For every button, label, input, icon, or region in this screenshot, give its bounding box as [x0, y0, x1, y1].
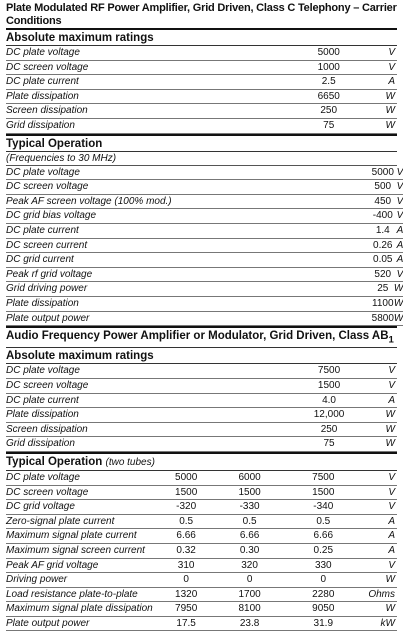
- row-unit: V: [360, 558, 397, 573]
- row-value-3: 2280: [286, 587, 360, 602]
- row-value-2: 320: [213, 558, 287, 573]
- af-typical-operation-header: Typical Operation: [6, 455, 103, 468]
- row-value: 1000: [88, 60, 369, 75]
- table-row: [6, 529, 397, 544]
- row-label: Load resistance plate-to-plate: [6, 587, 160, 602]
- table-row: [6, 311, 403, 326]
- row-unit: V: [394, 166, 403, 180]
- table-row: [6, 180, 403, 195]
- absolute-max-table: [6, 46, 397, 134]
- row-value-1: 1500: [160, 485, 213, 500]
- table-row: [6, 253, 403, 268]
- row-unit: A: [360, 543, 397, 558]
- row-value-3: 0.5: [286, 514, 360, 529]
- table-row: [6, 364, 397, 378]
- table-row: [6, 60, 397, 75]
- row-value-1: 0: [160, 573, 213, 588]
- row-value-3: 31.9: [286, 616, 360, 631]
- table-row: [6, 223, 403, 238]
- row-value-3: 0.25: [286, 543, 360, 558]
- row-value: 1100: [172, 296, 394, 311]
- row-unit: V: [360, 471, 397, 485]
- table-row: [6, 267, 403, 282]
- table-row: [6, 602, 397, 617]
- row-unit: W: [369, 118, 397, 133]
- row-unit: A: [370, 393, 397, 408]
- row-label: Maximum signal plate current: [6, 529, 160, 544]
- row-value-1: 7950: [160, 602, 213, 617]
- section-header-af-absolute-max: Absolute maximum ratings: [6, 348, 397, 364]
- row-value-1: 0.5: [160, 514, 213, 529]
- row-unit: W: [370, 408, 397, 423]
- row-label: Grid driving power: [6, 282, 172, 297]
- row-value-3: 0: [286, 573, 360, 588]
- row-unit: A: [394, 223, 403, 238]
- row-unit: W: [394, 296, 403, 311]
- row-unit: V: [370, 378, 397, 393]
- table-row: [6, 500, 397, 515]
- row-value-3: 9050: [286, 602, 360, 617]
- table-row: [6, 209, 403, 224]
- table-row: [6, 238, 403, 253]
- row-value: 12,000: [88, 408, 370, 423]
- row-value: 250: [88, 104, 369, 119]
- row-label: Peak AF grid voltage: [6, 558, 160, 573]
- row-unit: A: [394, 253, 403, 268]
- row-unit: A: [369, 75, 397, 90]
- row-value-2: 0: [213, 573, 287, 588]
- row-label: Maximum signal plate dissipation: [6, 602, 160, 617]
- row-unit: V: [369, 60, 397, 75]
- row-unit: V: [394, 180, 403, 195]
- af-amplifier-title-text: Audio Frequency Power Amplifier or Modulator, Grid Driven, Class AB: [6, 330, 389, 343]
- row-unit: V: [360, 485, 397, 500]
- af-typical-operation-table: [6, 471, 397, 632]
- row-unit: W: [360, 573, 397, 588]
- page-title: Plate Modulated RF Power Amplifier, Grid Driven, Class C Telephony – Carrier Conditions: [6, 2, 397, 27]
- row-label: Peak rf grid voltage: [6, 267, 172, 282]
- row-value-3: -340: [286, 500, 360, 515]
- table-row: [6, 471, 397, 485]
- row-value-1: 5000: [160, 471, 213, 485]
- row-unit: W: [370, 422, 397, 437]
- row-value-1: -320: [160, 500, 213, 515]
- af-absolute-max-table: [6, 364, 397, 452]
- row-label: Maximum signal screen current: [6, 543, 160, 558]
- table-row: [6, 543, 397, 558]
- row-label: DC grid current: [6, 253, 172, 268]
- row-unit: W: [394, 311, 403, 326]
- row-unit: A: [394, 238, 403, 253]
- row-label: Plate output power: [6, 616, 160, 631]
- table-row: [6, 296, 403, 311]
- table-row: [6, 573, 397, 588]
- row-label: DC plate current: [6, 393, 88, 408]
- table-row: [6, 89, 397, 104]
- table-row: [6, 393, 397, 408]
- row-value-1: 0.32: [160, 543, 213, 558]
- row-value: 4.0: [88, 393, 370, 408]
- row-label: Screen dissipation: [6, 104, 88, 119]
- table-row: [6, 616, 397, 631]
- row-unit: V: [360, 500, 397, 515]
- row-value: 75: [88, 437, 370, 452]
- row-value-2: 1700: [213, 587, 287, 602]
- table-row: [6, 46, 397, 60]
- row-value-2: 23.8: [213, 616, 287, 631]
- row-value-1: 310: [160, 558, 213, 573]
- row-value-2: 6000: [213, 471, 287, 485]
- row-value-3: 1500: [286, 485, 360, 500]
- table-row: [6, 118, 397, 133]
- row-label: DC plate voltage: [6, 166, 172, 180]
- row-value: 250: [88, 422, 370, 437]
- row-value: 520: [172, 267, 394, 282]
- row-unit: V: [394, 194, 403, 209]
- row-unit: A: [360, 529, 397, 544]
- table-row: [6, 587, 397, 602]
- row-value: 25: [172, 282, 394, 297]
- row-label: Plate dissipation: [6, 408, 88, 423]
- row-value-3: 330: [286, 558, 360, 573]
- row-value: 500: [172, 180, 394, 195]
- row-unit: W: [360, 602, 397, 617]
- table-row: [6, 378, 397, 393]
- frequency-note: (Frequencies to 30 MHz): [6, 152, 397, 166]
- row-unit: V: [369, 46, 397, 60]
- row-label: Screen dissipation: [6, 422, 88, 437]
- row-value-2: 1500: [213, 485, 287, 500]
- row-label: DC screen current: [6, 238, 172, 253]
- row-value-1: 6.66: [160, 529, 213, 544]
- row-unit: kW: [360, 616, 397, 631]
- row-label: Peak AF screen voltage (100% mod.): [6, 194, 172, 209]
- row-unit: V: [394, 209, 403, 224]
- typical-operation-table: [6, 166, 403, 327]
- table-row: [6, 514, 397, 529]
- row-label: Plate output power: [6, 311, 172, 326]
- row-value: 0.05: [172, 253, 394, 268]
- row-label: Plate dissipation: [6, 89, 88, 104]
- row-value: 7500: [88, 364, 370, 378]
- table-row: [6, 75, 397, 90]
- row-value-3: 7500: [286, 471, 360, 485]
- table-row: [6, 437, 397, 452]
- row-value: 1500: [88, 378, 370, 393]
- row-value: 5000: [88, 46, 369, 60]
- row-label: DC grid voltage: [6, 500, 160, 515]
- af-amplifier-title: [6, 326, 397, 348]
- row-label: DC screen voltage: [6, 60, 88, 75]
- table-row: [6, 104, 397, 119]
- row-unit: W: [370, 437, 397, 452]
- row-unit: W: [369, 89, 397, 104]
- row-label: DC plate voltage: [6, 46, 88, 60]
- row-value: 450: [172, 194, 394, 209]
- row-label: Grid dissipation: [6, 118, 88, 133]
- row-unit: Ohms: [360, 587, 397, 602]
- row-value: 0.26: [172, 238, 394, 253]
- table-row: [6, 282, 403, 297]
- two-tubes-note: (two tubes): [105, 456, 155, 468]
- table-row: [6, 485, 397, 500]
- row-value: 1.4: [172, 223, 394, 238]
- section-header-af-typical-operation: [6, 452, 397, 471]
- row-label: DC plate voltage: [6, 364, 88, 378]
- table-row: [6, 558, 397, 573]
- row-value-1: 17.5: [160, 616, 213, 631]
- row-label: DC plate voltage: [6, 471, 160, 485]
- row-unit: V: [394, 267, 403, 282]
- row-value-2: 0.30: [213, 543, 287, 558]
- row-label: DC screen voltage: [6, 378, 88, 393]
- row-value-2: 6.66: [213, 529, 287, 544]
- row-label: DC screen voltage: [6, 485, 160, 500]
- table-row: [6, 166, 403, 180]
- row-unit: A: [360, 514, 397, 529]
- row-value: -400: [172, 209, 394, 224]
- af-amplifier-title-subscript: 1: [388, 334, 394, 346]
- table-row: [6, 422, 397, 437]
- row-value: 75: [88, 118, 369, 133]
- row-value-3: 6.66: [286, 529, 360, 544]
- row-label: Zero-signal plate current: [6, 514, 160, 529]
- row-unit: W: [394, 282, 403, 297]
- row-unit: W: [369, 104, 397, 119]
- row-unit: V: [370, 364, 397, 378]
- table-row: [6, 194, 403, 209]
- row-value-2: 8100: [213, 602, 287, 617]
- table-row: [6, 408, 397, 423]
- row-label: Grid dissipation: [6, 437, 88, 452]
- section-header-typical-operation: Typical Operation: [6, 134, 397, 152]
- row-value-1: 1320: [160, 587, 213, 602]
- row-label: DC screen voltage: [6, 180, 172, 195]
- row-value-2: 0.5: [213, 514, 287, 529]
- row-value: 2.5: [88, 75, 369, 90]
- section-header-absolute-max: Absolute maximum ratings: [6, 28, 397, 46]
- row-label: Plate dissipation: [6, 296, 172, 311]
- row-value: 5800: [172, 311, 394, 326]
- row-label: DC plate current: [6, 75, 88, 90]
- row-label: DC plate current: [6, 223, 172, 238]
- row-label: DC grid bias voltage: [6, 209, 172, 224]
- row-value: 5000: [172, 166, 394, 180]
- row-value-2: -330: [213, 500, 287, 515]
- row-value: 6650: [88, 89, 369, 104]
- row-label: Driving power: [6, 573, 160, 588]
